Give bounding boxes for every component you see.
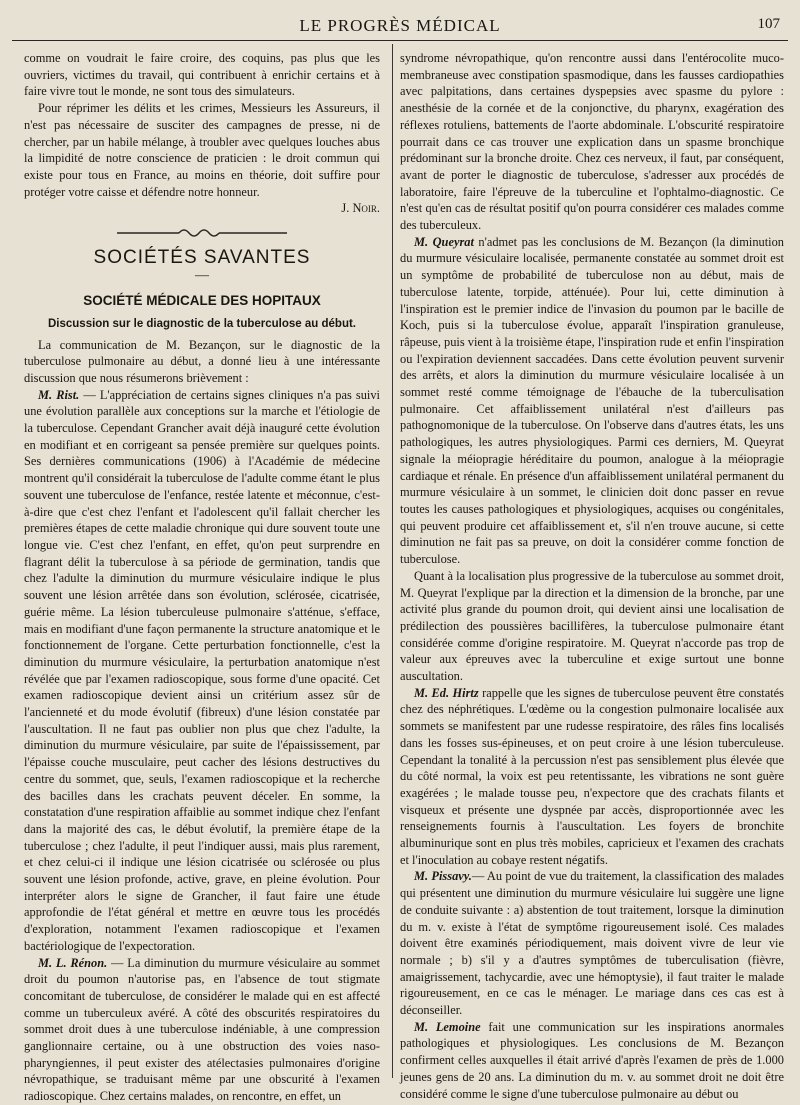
page-number: 107 bbox=[757, 16, 780, 32]
paragraph: syndrome névropathique, qu'on rencontre aussi dans l'entérocolite muco-membraneuse avec constipation spasmodique, dans les fausses cardiopathies avec palpitations, dans certaines dyspepsies avec spasme du pylore : anesthésie de la cornée et de la conjonctive, du pharynx, exagération des réflexes rotuliens, battements de l'aorte abdominale. L'obscurité respiratoire pourrait dans ce cas trouver une explication dans un spasme bronchique prédominant sur la bronche droite. Chez ces nerveux, il faut, par conséquent, avant de porter le diagnostic de tuberculose, s'adresser aux procédés de laboratoire, faire l'épreuve de la tuberculine et l'ophtalmo-diagnostic. Ce n'est qu'en cas de résultat positif qu'on pourra considérer ces malades comme des tuberculeux. bbox=[400, 51, 784, 233]
paragraph bbox=[400, 685, 784, 869]
speaker-name: M. Pissavy. bbox=[414, 869, 472, 884]
header-rule bbox=[12, 40, 788, 41]
speaker-name: M. Lemoine bbox=[414, 1019, 481, 1034]
paragraph: Pour réprimer les délits et les crimes, Messieurs les Assureurs, il n'est pas nécessaire de susciter des campagnes de presse, ni de chercher, par un habile mélange, à troubler avec quelques louches abus la limpidité de notre conscience de praticien : le droit commun qui existe pour tous en France, au moins en théorie, doit suffire pour protéger votre caisse et défendre notre honneur. bbox=[24, 101, 380, 199]
paragraph bbox=[24, 387, 380, 955]
paragraph: Quant à la localisation plus progressive de la tuberculose au sommet droit, M. Queyrat l'explique par la direction et la dimension de la bronche, par une activité plus grande du poumon droit, qui devient ainsi une localisation de prédilection des poussières bacillifères, la tuberculose pulmonaire étant considérée comme d'origine respiratoire. M. Queyrat n'accorde pas trop de valeur aux épreuves avec la tuberculine et exige surtout une bonne auscultation. bbox=[400, 568, 784, 684]
paragraph bbox=[400, 1019, 784, 1103]
speaker-text: — L'appréciation de certains signes cliniques n'a pas suivi une évolution parallèle aux conceptions sur la marche et l'étiologie de la tuberculose. Cependant Grancher avait déjà inauguré cette évolution en modifiant et en corrigeant sa pensée première sur quelques points. Ses dernières communications (1906) à l'Académie de médecine montrent qu'il considérait la tuberculose de l'adulte comme étant le plus souvent une tuberculose de l'enfance, restée latente et méconnue, c'est-à-dire que c'est chez l'enfant et l'adolescent qu'il fallait chercher les premières étapes de cette maladie chronique qui dure souvent toute une longue vie. C'est chez l'enfant, en effet, qu'on peut surprendre en flagrant délit la tuberculose à sa période de germination, tandis que chez l'adulte la diminution du murmure vésiculaire indique le plus souvent une lésion arrêtée dans son évolution, sclérosée, cicatrisée, guérie même. La lésion tuberculeuse pulmonaire s'atténue, s'efface, mais en modifiant d'une façon permanente la structure anatomique et le fonctionnement de l'organe. Cette perturbation fonctionnelle, c'est la diminution du murmure vésiculaire, la perturbation anatomique n'est révélée que par l'examen radioscopique, sous forme d'une opacité. Cet examen radioscopique devient ainsi un critérium assez sûr de l'ancienneté et du mode évolutif (fibreux) d'une lésion constatée par l'auscultation. Il ne faut pas oublier non plus que chez l'adulte, la diminution du murmure vésiculaire, par suite de l'épaississement, par l'épaisse couche musculaire, peut cacher des lésions destructives du centre du sommet, que, seuls, l'examen radioscopique et la recherche des bacilles dans les crachats peuvent déceler. En somme, la constatation d'une respiration affaiblie au sommet indique chez l'enfant dans la majorité des cas, le début évolutif, la première étape de la tuberculose ; chez l'adulte, il peut l'indiquer aussi, mais plus rarement, et chez celui-ci il indique une lésion cicatrisée ou sclérosée ou plus souvent une lésion profonde, active, grave, en pleine évolution. Pour interpréter alors le signe de Grancher, il faut faire une étude approfondie de l'état général et mettre en œuvre tous les procédés d'exploration, notamment l'examen radioscopique et l'examen bactériologique de l'expectoration. bbox=[24, 387, 380, 953]
section-dash: — bbox=[195, 268, 209, 284]
signature: J. Noir. bbox=[341, 201, 380, 216]
speaker-name: M. Ed. Hirtz bbox=[414, 685, 479, 700]
section-title: SOCIÉTÉS SAVANTES bbox=[93, 246, 311, 268]
speaker-text: — Au point de vue du traitement, la classification des malades qui présentent une diminution du murmure vésiculaire lui suggère une ligne de conduite suivante : a) abstention de tout traitement, lorsque la diminution du m. v. existe à l'état de symptôme rigoureusement isolé. Ces malades doivent être examinés périodiquement, mais doivent vivre de leur vie normale ; b) s'il y a d'autres symptômes de tuberculisation (fièvre, amaigrissement, tachycardie, avec une hémoptysie), il faut traiter le malade rigoureusement, en ce cas le ménager. Le mariage dans ces cas est à déconseiller. bbox=[400, 869, 784, 1018]
paragraph bbox=[400, 868, 784, 1018]
page-header bbox=[12, 12, 788, 38]
speaker-text: — La diminution du murmure vésiculaire au sommet droit du poumon n'autorise pas, en l'absence de tout stigmate concomitant de tuberculose, de considérer le malade qui en est affecté comme un tuberculeux avéré. A côté des obscurités respiratoires du sommet droit dues à une tuberculose indéniable, à une compression ganglionnaire certaine, ou à une obstruction des voies naso-pharyngiennes, il peut exister des atélectasies pulmonaires d'origine névropathique, se traduisant même par une obscurité à l'examen radioscopique. Chez certains malades, on rencontre, en effet, un bbox=[24, 955, 380, 1104]
paragraph: comme on voudrait le faire croire, des coquins, pas plus que les ouvriers, victimes du travail, qui contribuent à enrichir certains et à faire vivre tout le monde, ne sont tous des simulateurs. bbox=[24, 51, 380, 99]
paragraph: La communication de M. Bezançon, sur le diagnostic de la tuberculose pulmonaire au début, a donné lieu à une intéressante discussion que nous résumerons brièvement : bbox=[24, 337, 380, 385]
discussion-title: Discussion sur le diagnostic de la tuberculose au début. bbox=[47, 317, 356, 330]
speaker-text: rappelle que les signes de tuberculose peuvent être constatés chez des néphrétiques. L'œdème ou la congestion pulmonaire localisée aux sommets se manifestent par une rudesse respiratoire, des râles fins localisés dans les fosses sus-épineuses, et on peut croire à une lésion tuberculeuse. Cependant la tonalité à la percussion n'est pas sensiblement plus élevée que du côté normal, la voix est peu retentissante, les vibrations ne sont guère exagérées ; le malade tousse peu, n'expectore que des crachats filants et visqueux et présente une dyspnée par accès, disproportionnée avec les renseignements fournis à l'auscultation. Les foyers de bronchite albuminurique sont en plus très mobiles, capricieux et l'examen des crachats et l'inoculation au cobaye restent négatifs. bbox=[400, 685, 784, 867]
speaker-text: fait une communication sur les inspirations anormales pathologiques et physiologiques. Les conclusions de M. Bezançon confirment celles auxquelles il était arrivé d'après l'examen de près de 1.000 jeunes gens de 20 ans. La diminution du m. v. au sommet droit ne doit être considéré comme le signe d'une tuberculose pulmonaire au début ou bbox=[400, 1019, 784, 1101]
ornament-swirl-icon bbox=[117, 227, 287, 239]
speaker-text: n'admet pas les conclusions de M. Bezançon (la diminution du murmure vésiculaire localisée, permanente constatée au sommet droit est un symptôme de probabilité de tuberculose non au début, mais de tuberculose latente, torpide, atténuée). Pour lui, cette diminution à l'inspiration est le premier indice de l'invasion du poumon par le bacille de Koch, puis si la tuberculose évolue, apparaît l'inspiration granuleuse, râpeuse, puis vient à la troisième étape, l'inspiration rude et enfin l'inspiration ou l'expiration deviennent saccadées. Dans cette évolution peuvent survenir des arrêts, et alors la diminution du murmure vésiculaire localisée à un sommet resté comme témoignage de l'ébauche de la tuberculisation pulmonaire. Cet affaiblissement unilatéral n'est d'ailleurs pas pathognomonique de la tuberculose. On l'observe dans d'autres états, les uns pathologiques, les autres physiologiques. Parmi ces derniers, M. Queyrat signale la méiopragie héréditaire du poumon, analogue à la méiopragie cardiaque et rénale. En présence d'un affaiblissement unilatéral permanent du murmure vésiculaire à un sommet, le clinicien doit donc passer en revue toutes les causes pathologiques et physiologiques, acquises ou congénitales, qui peuvent produire cet affaiblissement et, s'il n'en trouve aucune, si cette diminution ne fait pas sa preuve, on doit la considérer comme fonction de tuberculose. bbox=[400, 234, 784, 567]
right-column bbox=[400, 50, 784, 1102]
ornament-divider bbox=[24, 227, 380, 244]
column-rule bbox=[392, 44, 393, 1078]
society-title: SOCIÉTÉ MÉDICALE DES HOPITAUX bbox=[83, 293, 321, 309]
paragraph bbox=[24, 955, 380, 1105]
speaker-name: M. L. Rénon. bbox=[38, 955, 108, 970]
left-column bbox=[24, 50, 380, 1105]
running-title: LE PROGRÈS MÉDICAL bbox=[299, 16, 501, 35]
speaker-name: M. Queyrat bbox=[414, 234, 474, 249]
speaker-name: M. Rist. bbox=[38, 387, 80, 402]
paragraph bbox=[400, 234, 784, 568]
